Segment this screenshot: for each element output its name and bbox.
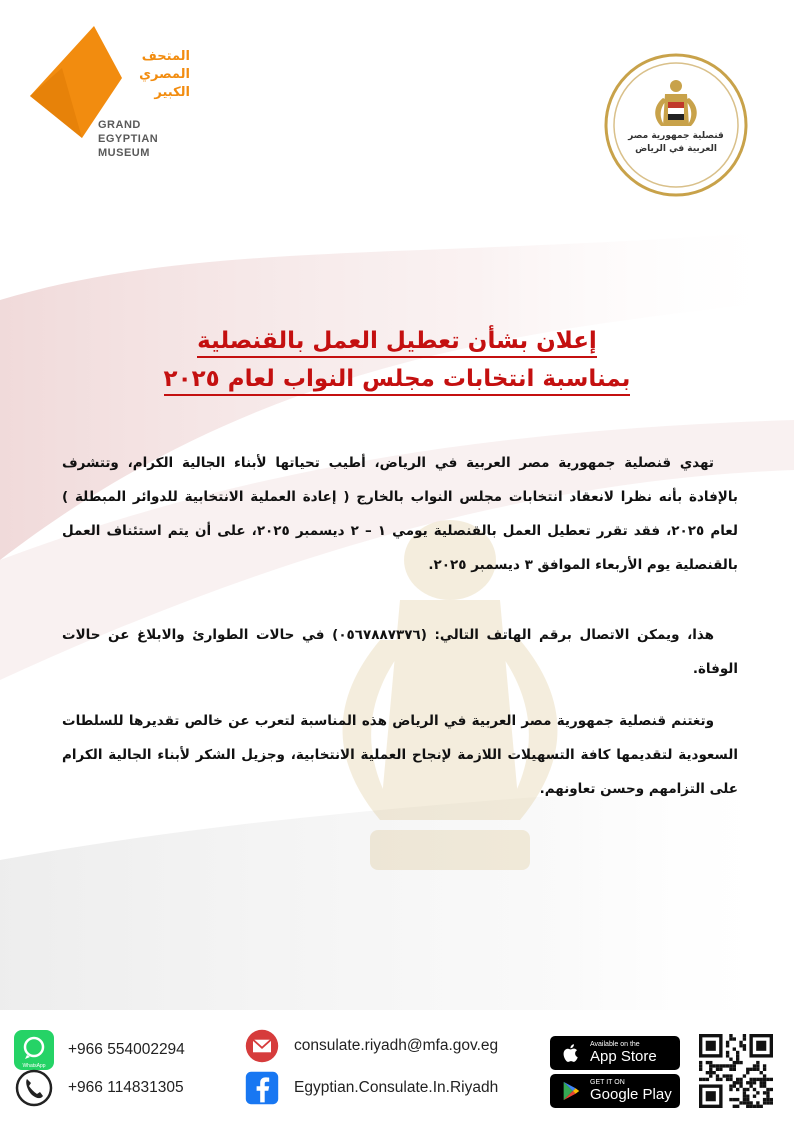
- museum-logo-text: GRAND EGYPTIAN MUSEUM: [98, 119, 159, 159]
- google-play-small-text: GET IT ON: [590, 1079, 625, 1086]
- app-store-button[interactable]: [550, 1036, 680, 1070]
- facebook-contact[interactable]: [244, 1070, 498, 1106]
- facebook-page[interactable]: Egyptian.Consulate.In.Riyadh: [294, 1079, 499, 1096]
- email-icon: [244, 1028, 280, 1064]
- google-play-button[interactable]: [550, 1074, 680, 1108]
- seal-text: قنصلية جمهورية مصر العربية في الرياض: [628, 131, 724, 154]
- phone-contact[interactable]: [14, 1068, 184, 1108]
- email-address[interactable]: consulate.riyadh@mfa.gov.eg: [294, 1037, 499, 1054]
- whatsapp-contact[interactable]: [14, 1030, 185, 1070]
- paragraph-3: وتغتنم قنصلية جمهورية مصر العربية في الرياض هذه المناسبة لتعرب عن خالص تقديرها للسلطات السعودية لتقديمها كافة التسهيلات اللازمة لإنجاح العملية الانتخابية، وجزيل الشكر لأبناء الجالية الكرام على التزامهم وحسن تعاونهم.: [62, 713, 738, 797]
- consulate-seal: [603, 52, 749, 198]
- whatsapp-label: WhatsApp: [22, 1063, 46, 1069]
- paragraph-1: تهدي قنصلية جمهورية مصر العربية في الرياض، أطيب تحياتها لأبناء الجالية الكرام، وتتشرف بالإفادة بأنه نظرا لانعقاد انتخابات مجلس النواب بالخارج ( إعادة العملية الانتخابية للدوائر المبطلة ) لعام ٢٠٢٥، فقد تقرر تعطيل العمل بالقنصلية يومي ١ – ٢ ديسمبر ٢٠٢٥، على أن يتم استئناف العمل بالقنصلية يوم الأربعاء الموافق ٣ ديسمبر ٢٠٢٥.: [62, 455, 738, 573]
- apple-icon: [560, 1042, 582, 1064]
- google-play-big-text: Google Play: [590, 1086, 672, 1103]
- whatsapp-number[interactable]: +966 554002294: [68, 1041, 185, 1058]
- whatsapp-icon: [14, 1030, 54, 1070]
- app-store-small-text: Available on the: [590, 1041, 640, 1048]
- qr-code[interactable]: [692, 1034, 780, 1108]
- announcement-titles: [60, 322, 734, 398]
- google-play-icon: [560, 1080, 582, 1102]
- footer: [0, 1022, 794, 1122]
- title-line-2: بمناسبة انتخابات مجلس النواب لعام ٢٠٢٥: [60, 360, 734, 398]
- facebook-icon: [244, 1070, 280, 1106]
- paragraph-2: هذا، ويمكن الاتصال برقم الهاتف التالي: (٠٥٦٧٨٨٧٣٧٦) في حالات الطوارئ والابلاغ عن حالات الوفاة.: [62, 627, 738, 677]
- phone-number[interactable]: +966 114831305: [68, 1079, 184, 1096]
- email-contact[interactable]: [244, 1028, 498, 1064]
- title-line-1: إعلان بشأن تعطيل العمل بالقنصلية: [60, 322, 734, 360]
- phone-icon: [14, 1068, 54, 1108]
- app-store-big-text: App Store: [590, 1048, 657, 1065]
- grand-egyptian-museum-logo: [22, 18, 192, 168]
- museum-logo-arabic: المتحف المصري الكبير: [139, 49, 190, 100]
